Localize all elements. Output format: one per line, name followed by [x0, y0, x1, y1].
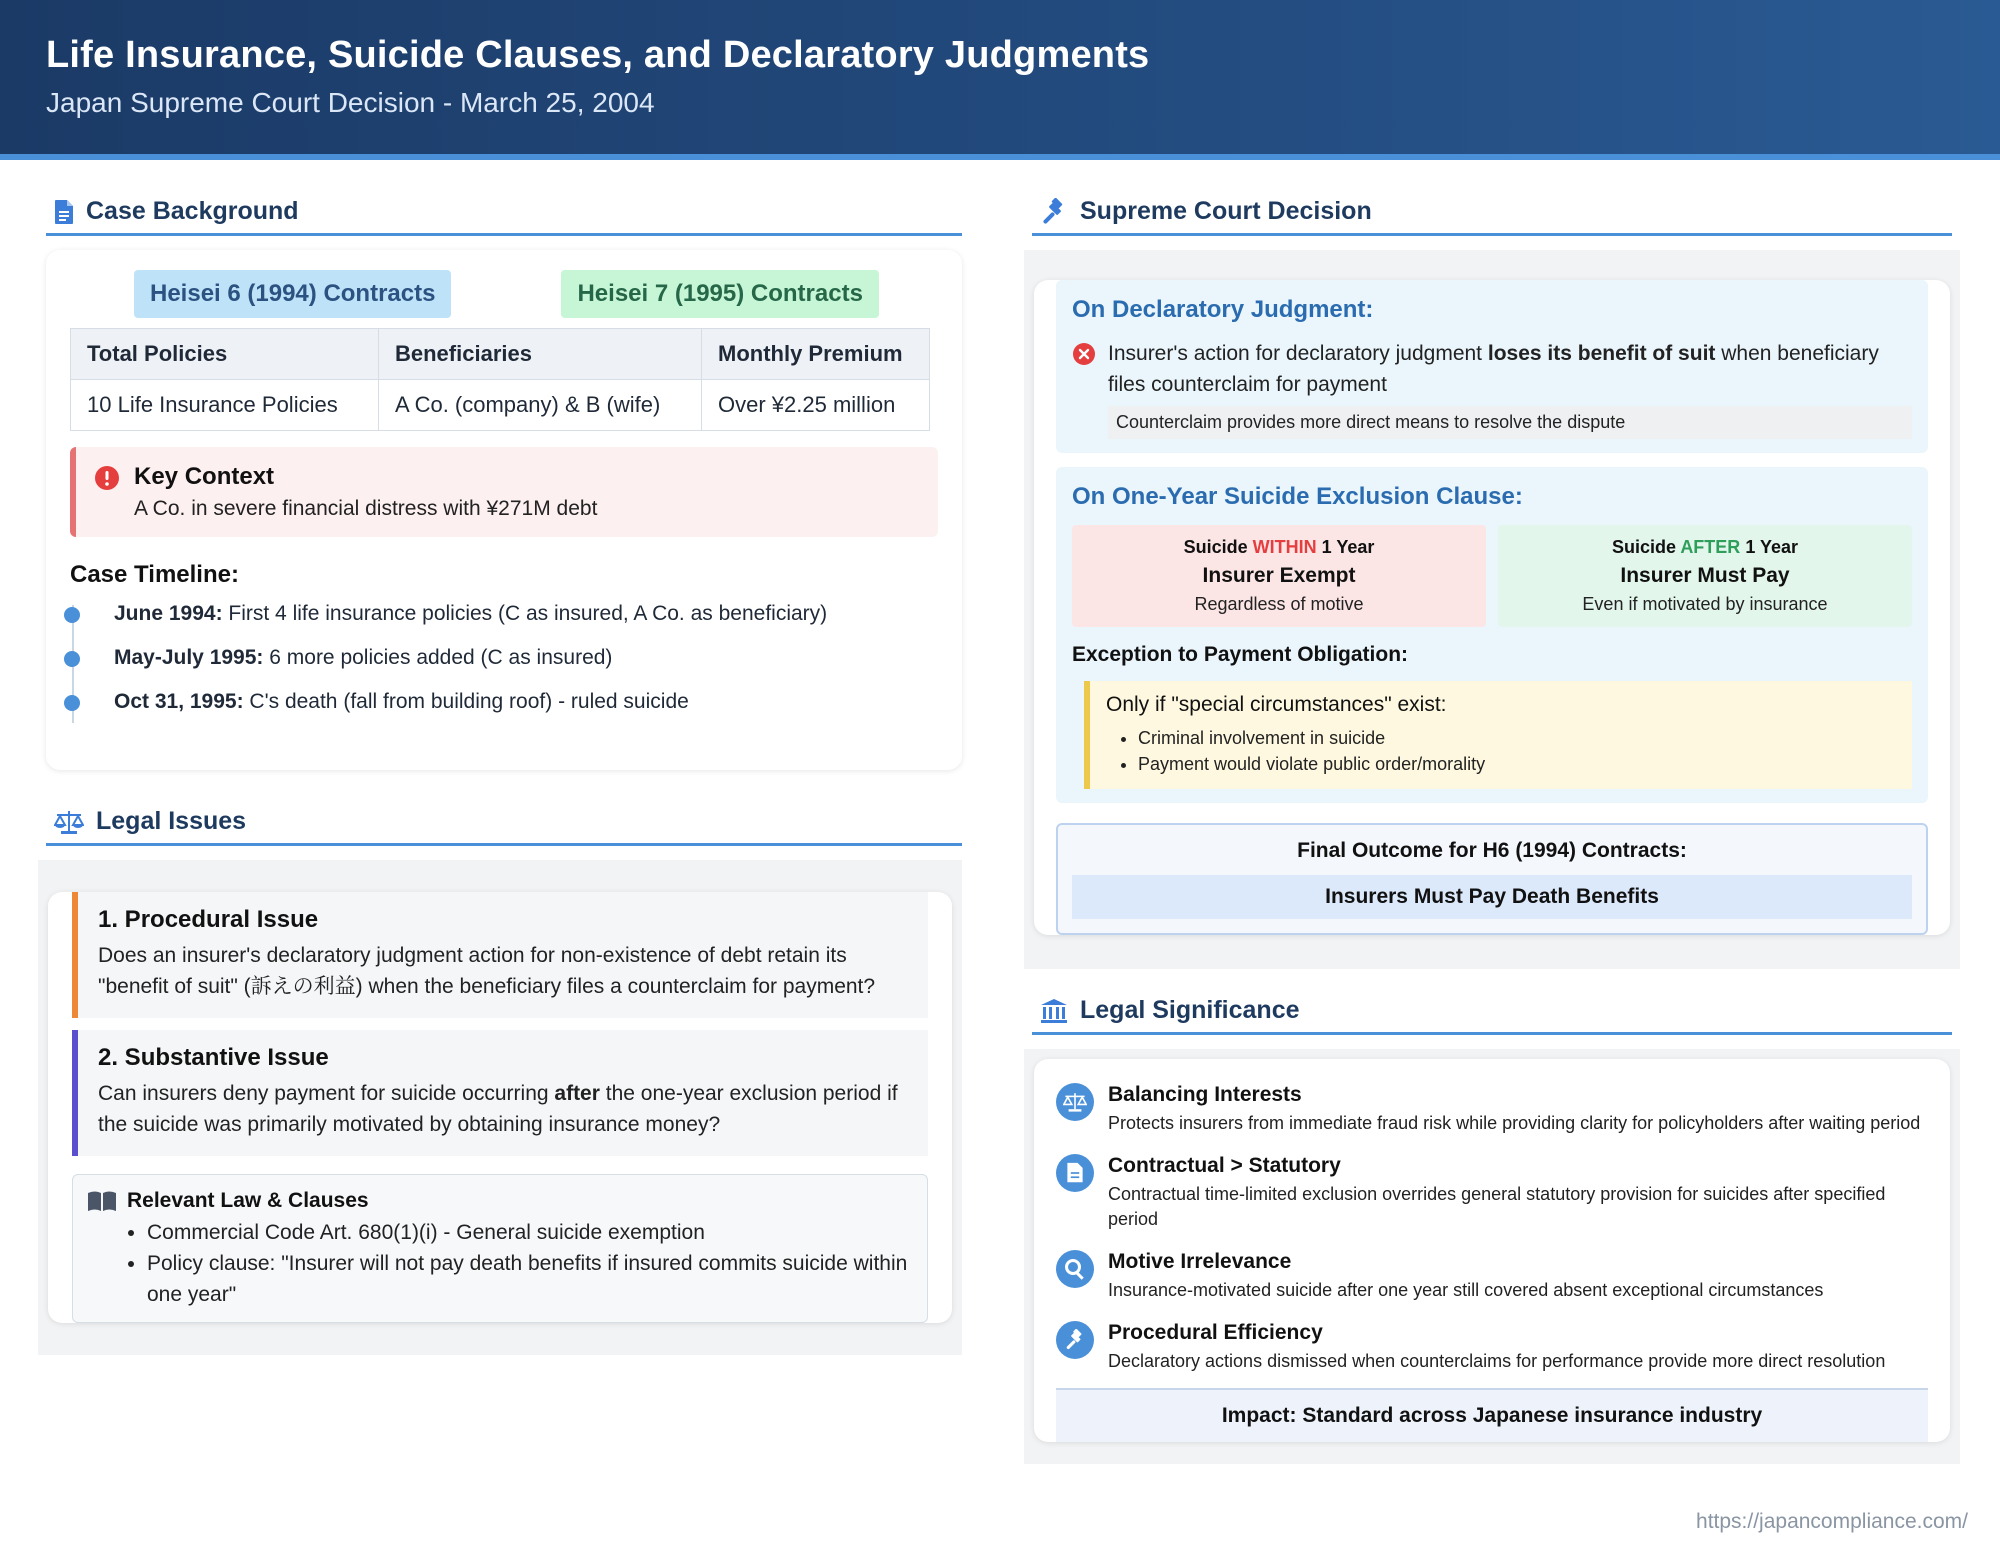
table-cell-beneficiaries: A Co. (company) & B (wife)	[379, 380, 702, 431]
significance-item-text: Contractual time-limited exclusion overrides general statutory provision for suicides after specified period	[1108, 1184, 1886, 1229]
timeline-dot	[64, 651, 80, 667]
significance-item-title: Procedural Efficiency	[1108, 1321, 1323, 1344]
impact-banner: Impact: Standard across Japanese insurance industry	[1056, 1388, 1928, 1442]
significance-item	[1056, 1136, 1928, 1232]
table-cell-premium: Over ¥2.25 million	[702, 380, 930, 431]
procedural-issue-title: 1. Procedural Issue	[98, 906, 319, 933]
magnifier-icon	[1064, 1258, 1086, 1280]
after-sub: Even if motivated by insurance	[1582, 594, 1828, 614]
document-icon	[54, 199, 74, 225]
substantive-issue	[72, 1030, 928, 1156]
procedural-issue	[72, 892, 928, 1018]
alert-icon	[94, 465, 120, 491]
courthouse-icon	[1040, 998, 1068, 1024]
within-sub: Regardless of motive	[1194, 594, 1364, 614]
within-main: Insurer Exempt	[1202, 564, 1356, 587]
case-background-card	[46, 250, 962, 770]
relevant-law-title: Relevant Law & Clauses	[127, 1189, 369, 1212]
balance-scale-icon	[54, 809, 84, 835]
suicide-clause-box	[1056, 467, 1928, 803]
exception-item: • Criminal involvement in suicide	[1138, 725, 1896, 751]
page-title: Life Insurance, Suicide Clauses, and Declaratory Judgments	[46, 34, 1150, 76]
table-header-total: Total Policies	[71, 329, 379, 380]
decision-title: Supreme Court Decision	[1080, 197, 1372, 225]
tag-heisei-7: Heisei 7 (1995) Contracts	[561, 270, 878, 318]
table-header-beneficiaries: Beneficiaries	[379, 329, 702, 380]
page-subtitle: Japan Supreme Court Decision - March 25, 2004	[46, 87, 655, 118]
final-outcome-box	[1056, 823, 1928, 935]
significance-item-text: Protects insurers from immediate fraud risk while providing clarity for policyholders after waiting period	[1108, 1113, 1921, 1133]
timeline-date: May-July 1995:	[114, 646, 264, 669]
declaratory-judgment-text: Insurer's action for declaratory judgment loses its benefit of suit when beneficiary files counterclaim for payment	[1108, 342, 1879, 396]
table-cell-total: 10 Life Insurance Policies	[71, 380, 379, 431]
legal-issues-card	[48, 892, 952, 1323]
significance-card	[1034, 1059, 1950, 1442]
significance-item-title: Motive Irrelevance	[1108, 1250, 1292, 1273]
close-circle-icon	[1072, 342, 1096, 366]
key-context-title: Key Context	[134, 463, 275, 490]
significance-item-text: Insurance-motivated suicide after one year still covered absent exceptional circumstances	[1108, 1280, 1824, 1300]
case-background-title: Case Background	[86, 197, 299, 225]
case-background-heading	[46, 190, 962, 236]
source-url[interactable]: https://japancompliance.com/	[1696, 1510, 1968, 1533]
law-item: • Commercial Code Art. 680(1)(i) - General suicide exemption	[147, 1217, 913, 1248]
significance-title: Legal Significance	[1080, 996, 1300, 1024]
substantive-issue-title: 2. Substantive Issue	[98, 1044, 329, 1071]
timeline-item	[70, 599, 938, 643]
gavel-icon	[1064, 1329, 1086, 1351]
timeline-dot	[64, 607, 80, 623]
suicide-clause-title: On One-Year Suicide Exclusion Clause:	[1072, 483, 1523, 510]
timeline-item	[70, 643, 938, 687]
timeline-date: Oct 31, 1995:	[114, 690, 244, 713]
significance-item-title: Contractual > Statutory	[1108, 1154, 1341, 1177]
exception-title: Exception to Payment Obligation:	[1072, 643, 1409, 666]
timeline-dot	[64, 695, 80, 711]
significance-item-title: Balancing Interests	[1108, 1083, 1302, 1106]
decision-card	[1034, 280, 1950, 935]
significance-item-text: Declaratory actions dismissed when counterclaims for performance provide more direct resolution	[1108, 1351, 1886, 1371]
table-header-premium: Monthly Premium	[702, 329, 930, 380]
policy-table	[70, 328, 930, 431]
after-main: Insurer Must Pay	[1620, 564, 1790, 587]
timeline-text: 6 more policies added (C as insured)	[263, 646, 613, 669]
open-book-icon	[87, 1190, 117, 1212]
timeline-text: C's death (fall from building roof) - ruled suicide	[243, 690, 689, 713]
final-outcome-result: Insurers Must Pay Death Benefits	[1072, 875, 1912, 919]
exception-callout	[1084, 681, 1912, 789]
tag-heisei-6: Heisei 6 (1994) Contracts	[134, 270, 451, 318]
law-item: • Policy clause: "Insurer will not pay death benefits if insured commits suicide within one year"	[147, 1248, 913, 1310]
procedural-issue-text: Does an insurer's declaratory judgment action for non-existence of debt retain its "benefit of suit" (訴えの利益) when the beneficiary files a counterclaim for payment?	[98, 944, 876, 998]
page-header	[0, 0, 2000, 160]
timeline-date: June 1994:	[114, 602, 223, 625]
significance-item	[1056, 1232, 1928, 1303]
substantive-issue-text: Can insurers deny payment for suicide occurring after the one-year exclusion period if the suicide was primarily motivated by obtaining insurance money?	[98, 1082, 898, 1136]
case-timeline	[70, 599, 938, 753]
significance-heading	[1032, 989, 1952, 1035]
relevant-law-box	[72, 1174, 928, 1323]
exception-item: • Payment would violate public order/morality	[1138, 751, 1896, 777]
gavel-icon	[1040, 198, 1068, 226]
timeline-text: First 4 life insurance policies (C as insured, A Co. as beneficiary)	[222, 602, 828, 625]
within-one-year-card: Suicide WITHIN 1 Year Insurer Exempt Regardless of motive	[1072, 525, 1486, 627]
legal-issues-heading	[46, 800, 962, 846]
balance-scale-icon	[1063, 1091, 1087, 1113]
declaratory-judgment-title: On Declaratory Judgment:	[1072, 296, 1374, 323]
declaratory-note: Counterclaim provides more direct means to resolve the dispute	[1108, 406, 1912, 439]
key-context-text: A Co. in severe financial distress with ¥271M debt	[134, 497, 598, 520]
final-outcome-title: Final Outcome for H6 (1994) Contracts:	[1297, 839, 1687, 862]
significance-item	[1056, 1303, 1928, 1374]
after-one-year-card: Suicide AFTER 1 Year Insurer Must Pay Even if motivated by insurance	[1498, 525, 1912, 627]
timeline-item	[70, 687, 938, 731]
legal-issues-title: Legal Issues	[96, 807, 247, 835]
declaratory-judgment-box	[1056, 280, 1928, 453]
document-icon	[1066, 1162, 1084, 1184]
decision-heading	[1032, 190, 1952, 236]
exception-intro: Only if "special circumstances" exist:	[1106, 693, 1447, 716]
timeline-title: Case Timeline:	[70, 561, 239, 588]
significance-item	[1056, 1065, 1928, 1136]
key-context-callout	[70, 447, 938, 537]
